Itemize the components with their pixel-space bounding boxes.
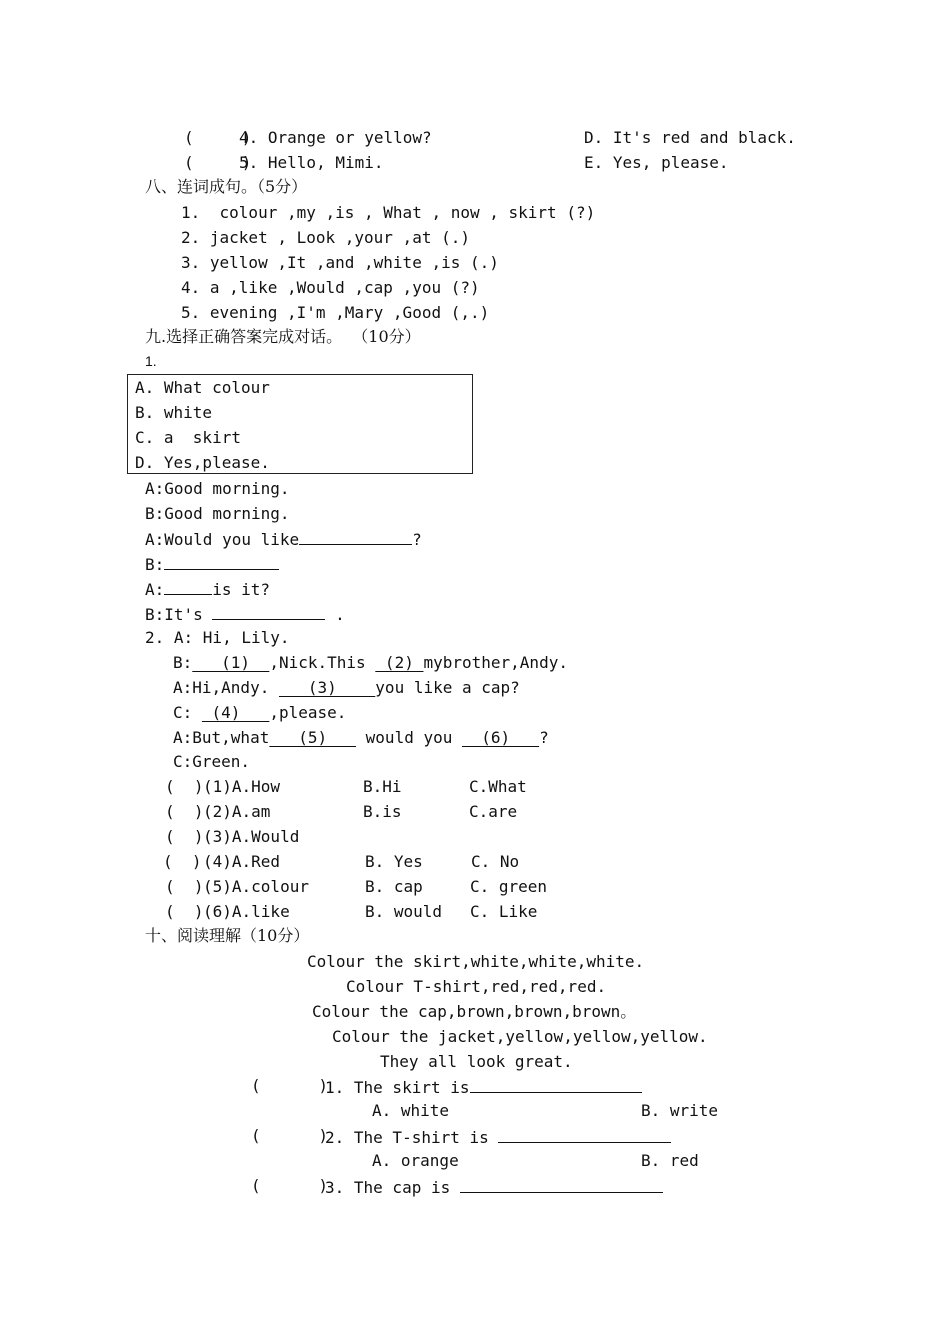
reading-q1-option-a: A. white	[372, 1101, 450, 1120]
blank-5[interactable]: (5)	[269, 728, 357, 747]
answer-blank[interactable]	[164, 553, 279, 570]
dialog1-line-6: B:It's .	[145, 605, 345, 624]
choice-paren[interactable]: ( )	[165, 802, 204, 821]
blank-3[interactable]: (3)	[278, 678, 376, 697]
sec9-number-1: 1.	[145, 353, 157, 369]
dialog2-line-4: C: (4) ,please.	[173, 703, 347, 722]
choice-option-c: C. green	[470, 877, 548, 896]
reading-q2-option-b: B. red	[641, 1151, 699, 1170]
choice-option-c: C. No	[471, 852, 520, 871]
choice-paren[interactable]: ( )	[165, 902, 204, 921]
word-bank-c: C. a skirt	[135, 428, 241, 447]
blank-4[interactable]: (4)	[201, 703, 270, 722]
reading-q1-paren[interactable]: ( )	[251, 1076, 329, 1095]
poem-line-2: Colour T-shirt,red,red,red.	[346, 977, 607, 996]
dialog1-line-1: A:Good morning.	[145, 479, 290, 498]
answer-blank[interactable]	[498, 1126, 671, 1143]
reading-q1-option-b: B. write	[641, 1101, 719, 1120]
q5-text: 5. Hello, Mimi.	[239, 153, 384, 172]
poem-line-4: Colour the jacket,yellow,yellow,yellow.	[332, 1027, 708, 1046]
sec8-item-4: 4. a ,like ,Would ,cap ,you (?)	[181, 278, 480, 297]
blank-2[interactable]: (2)	[375, 653, 424, 672]
choice-option-a: (6)A.like	[203, 902, 290, 921]
section-9-title: 九.选择正确答案完成对话。 （10分）	[145, 327, 421, 346]
reading-q2-option-a: A. orange	[372, 1151, 459, 1170]
poem-line-5: They all look great.	[380, 1052, 573, 1071]
dialog1-line-5: A: is it?	[145, 580, 271, 599]
dialog2-line-5: A:But,what (5) would you (6) ?	[173, 728, 549, 747]
q4-text: 4. Orange or yellow?	[239, 128, 432, 147]
choice-paren[interactable]: ( )	[165, 877, 204, 896]
choice-option-b: B. would	[365, 902, 443, 921]
choice-option-a: (2)A.am	[203, 802, 271, 821]
answer-blank[interactable]	[470, 1076, 642, 1093]
dialog2-line-6: C:Green.	[173, 752, 251, 771]
reading-q2: 2. The T-shirt is	[325, 1126, 671, 1148]
choice-option-a: (5)A.colour	[203, 877, 309, 896]
q5-paren: ( )	[184, 153, 252, 172]
sec8-item-3: 3. yellow ,It ,and ,white ,is (.)	[181, 253, 499, 272]
section-8-title: 八、连词成句。（5分）	[145, 177, 308, 196]
word-bank-b: B. white	[135, 403, 213, 422]
poem-line-3: Colour the cap,brown,brown,brown。	[312, 1002, 637, 1021]
sec8-item-5: 5. evening ,I'm ,Mary ,Good (,.)	[181, 303, 490, 322]
choice-option-b: B.Hi	[363, 777, 402, 796]
q5-option-e: E. Yes, please.	[584, 153, 729, 172]
choice-option-c: C. Like	[470, 902, 538, 921]
sec8-item-2: 2. jacket , Look ,your ,at (.)	[181, 228, 470, 247]
reading-q3-paren[interactable]: ( )	[251, 1176, 329, 1195]
dialog2-line-1: 2. A: Hi, Lily.	[145, 628, 290, 647]
choice-option-b: B.is	[363, 802, 402, 821]
choice-option-b: B. cap	[365, 877, 423, 896]
sec8-item-1: 1. colour ,my ,is , What , now , skirt (?)	[181, 203, 596, 222]
reading-q1: 1. The skirt is	[325, 1076, 642, 1098]
choice-paren[interactable]: ( )	[165, 827, 204, 846]
word-bank-d: D. Yes,please.	[135, 453, 270, 472]
answer-blank[interactable]	[164, 578, 212, 595]
answer-blank[interactable]	[212, 603, 325, 620]
answer-blank[interactable]	[299, 528, 412, 545]
choice-option-c: C.What	[469, 777, 527, 796]
reading-q2-paren[interactable]: ( )	[251, 1126, 329, 1145]
choice-option-c: C.are	[469, 802, 518, 821]
choice-paren[interactable]: ( )	[165, 777, 204, 796]
dialog1-line-3: A:Would you like ?	[145, 530, 422, 549]
dialog1-line-4: B:	[145, 553, 279, 575]
section-10-title: 十、阅读理解（10分）	[145, 926, 310, 945]
poem-line-1: Colour the skirt,white,white,white.	[307, 952, 645, 971]
q4-paren: ( )	[184, 128, 252, 147]
choice-option-b: B. Yes	[365, 852, 423, 871]
q4-option-d: D. It's red and black.	[584, 128, 796, 147]
dialog2-line-3: A:Hi,Andy. (3) you like a cap?	[173, 678, 520, 697]
blank-1[interactable]: (1)	[192, 653, 270, 672]
dialog2-line-2: B: (1) ,Nick.This (2) mybrother,Andy.	[173, 653, 568, 672]
word-bank-a: A. What colour	[135, 378, 270, 397]
choice-option-a: (1)A.How	[203, 777, 281, 796]
answer-blank[interactable]	[460, 1176, 663, 1193]
choice-option-a: (4)A.Red	[203, 852, 281, 871]
dialog1-line-2: B:Good morning.	[145, 504, 290, 523]
reading-q3: 3. The cap is	[325, 1176, 663, 1198]
blank-6[interactable]: (6)	[462, 728, 540, 747]
choice-option-a: (3)A.Would	[203, 827, 300, 846]
choice-paren[interactable]: ( )	[163, 852, 202, 871]
